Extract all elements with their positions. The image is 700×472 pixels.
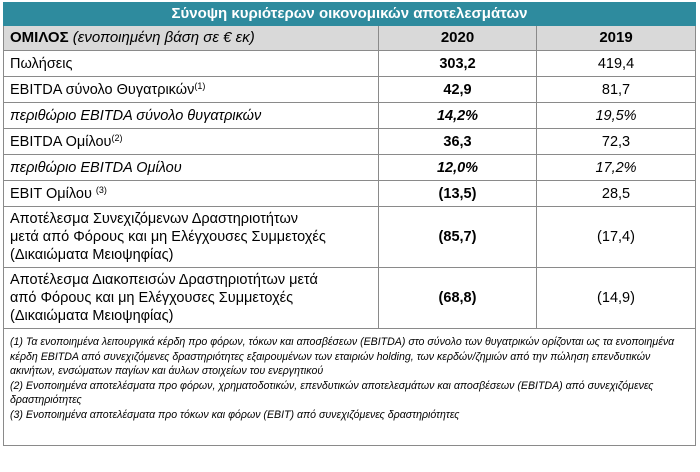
footnote-ref: (1) [194,80,206,91]
results-table [3,2,696,446]
row-label-line: Αποτέλεσμα Συνεχιζόμενων Δραστηριοτήτων [10,211,299,227]
row-ebitda-group [4,129,696,155]
value-2020: (68,8) [379,268,537,329]
table-title: Σύνοψη κυριότερων οικονομικών αποτελεσμάτων [4,3,696,26]
row-label-line: μετά από Φόρους και μη Ελέγχουσες Συμμετοχές [10,229,326,245]
footnotes [4,329,696,446]
row-sales [4,51,696,77]
footnote-3: (3) Ενοποιημένα αποτελέσματα προ τόκων και φόρων (EBIT) από συνεχιζόμενες δραστηριότητες [10,408,460,421]
row-continuing-operations [4,207,696,268]
row-label [4,155,379,181]
header-basis: (ενοποιημένη βάση σε € εκ) [72,29,255,46]
row-label [4,129,379,155]
value-2019: 419,4 [537,51,696,77]
value-2020: 14,2% [379,103,537,129]
row-ebitda-margin-group [4,155,696,181]
financial-summary [3,2,695,446]
value-2020: (85,7) [379,207,537,268]
footnotes-row [4,329,696,446]
footnote-ref: (2) [111,132,123,143]
value-2019: 17,2% [537,155,696,181]
row-label [4,77,379,103]
header-2020: 2020 [379,26,537,51]
value-2020: (13,5) [379,181,537,207]
row-label [4,51,379,77]
row-label-line: Αποτέλεσμα Διακοπεισών Δραστηριοτήτων μετά [10,272,318,288]
footnote-1: (1) Τα ενοποιημένα λειτουργικά κέρδη προ φόρων, τόκων και αποσβέσεων (EBITDA) στο σύνολο των θυγατρικών ορίζονται ως τα ενοποιημένα κέρδη EBITDA από συνεχιζόμενες δραστηριότητες εξαιρουμένων των εταιριών holding, των κερδών/ζημιών από την πώληση επενδυτικών ακινήτων, ενσώματων παγίων και άυλων στοιχείων του ενεργητικού [10,336,675,377]
row-ebit-group [4,181,696,207]
value-2020: 42,9 [379,77,537,103]
row-label [4,268,379,329]
row-label-text: περιθώριο EBITDA Ομίλου [10,159,182,176]
row-label-text: EBITDA σύνολο Θυγατρικών [10,81,195,98]
row-label-text: περιθώριο EBITDA σύνολο θυγατρικών [10,107,262,124]
row-label [4,181,379,207]
title-row [4,3,696,26]
value-2019: (17,4) [537,207,696,268]
header-group-name: ΟΜΙΛΟΣ [10,29,69,46]
row-ebitda-margin-subsidiaries [4,103,696,129]
footnote-2: (2) Ενοποιημένα αποτελέσματα προ φόρων, χρηματοδοτικών, επενδυτικών αποτελεσμάτων και αποσβέσεων (EBITDA) από συνεχιζόμενες δραστηριότητες [10,379,654,406]
row-label [4,207,379,268]
row-label-line: (Δικαιώματα Μειοψηφίας) [10,247,174,263]
value-2019: (14,9) [537,268,696,329]
row-label-text: EBITDA Ομίλου [10,133,112,150]
value-2019: 28,5 [537,181,696,207]
header-row [4,26,696,51]
value-2020: 12,0% [379,155,537,181]
value-2020: 36,3 [379,129,537,155]
footnote-ref: (3) [95,184,107,195]
row-label-line: (Δικαιώματα Μειοψηφίας) [10,308,174,324]
row-label-text: EBIT Ομίλου [10,185,96,202]
header-2019: 2019 [537,26,696,51]
value-2019: 72,3 [537,129,696,155]
row-label-text: Πωλήσεις [10,55,73,72]
row-ebitda-subsidiaries [4,77,696,103]
row-discontinued-operations [4,268,696,329]
header-group [4,26,379,51]
value-2019: 19,5% [537,103,696,129]
value-2020: 303,2 [379,51,537,77]
row-label-line: από Φόρους και μη Ελέγχουσες Συμμετοχές [10,290,294,306]
value-2019: 81,7 [537,77,696,103]
row-label [4,103,379,129]
